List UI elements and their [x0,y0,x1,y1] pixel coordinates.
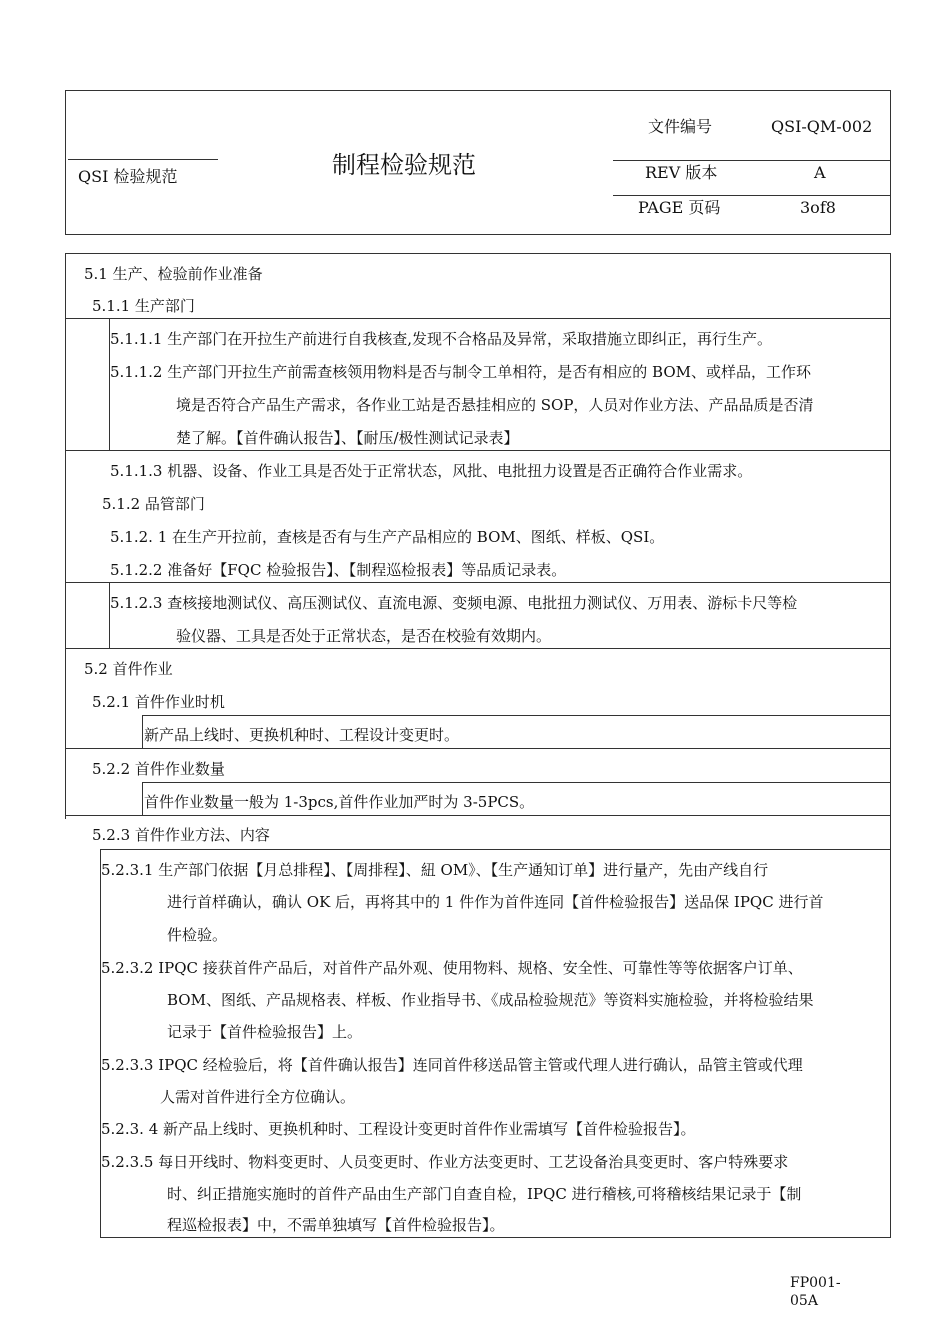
clause-5-2-3-1-line-2: 进行首样确认，确认 OK 后，再将其中的 1 件作为首件连同【首件检验报告】送品保 IPQC 进行首 [167,893,824,911]
clause-5-1-2-3-line-2: 验仪器、工具是否处于正常状态，是否在校验有效期内。 [176,627,552,645]
section-5-2-3-heading: 5.2.3 首件作业方法、内容 [92,826,270,844]
section-5-2-2-heading: 5.2.2 首件作业数量 [92,760,225,778]
doc-number-label: 文件编号 [648,117,713,136]
page-title: 制程检验规范 [332,151,476,179]
clause-5-2-3-3-line-1: 5.2.3.3 IPQC 经检验后，将【首件确认报告】连同首件移送品管主管或代理人进行确认，品管主管或代理 [101,1056,803,1074]
section-5-2-1-text: 新产品上线时、更换机种时、工程设计变更时。 [144,726,460,744]
page-value: 3of8 [800,198,836,217]
clause-5-2-3-5-line-1: 5.2.3.5 每日开线时、物料变更时、人员变更时、作业方法变更时、工艺设备治具变更时、客户特殊要求 [101,1153,789,1171]
clause-5-2-3-2-line-1: 5.2.3.2 IPQC 接获首件产品后，对首件产品外观、使用物料、规格、安全性、可靠性等等依据客户订单、 [101,959,803,977]
clause-5-1-2-3-line-1: 5.1.2.3 查核接地测试仪、高压测试仪、直流电源、变频电源、电批扭力测试仪、万用表、游标卡尺等检 [110,594,798,612]
clause-5-2-3-5-line-3: 程巡检报表】中，不需单独填写【首件检验报告】。 [167,1216,505,1234]
clause-5-2-3-5-line-2: 时、纠正措施实施时的首件产品由生产部门自查自检，IPQC 进行稽核,可将稽核结果记录于【制 [167,1185,802,1203]
clause-5-2-3-4: 5.2.3. 4 新产品上线时、更换机种时、工程设计变更时首件作业需填写【首件检验报告】。 [101,1120,696,1138]
clause-5-1-1-1: 5.1.1.1 生产部门在开拉生产前进行自我核查,发现不合格品及异常，采取措施立即纠正，再行生产。 [110,330,773,348]
header-left-label: QSI 检验规范 [78,167,178,186]
section-5-1-2-heading: 5.1.2 品管部门 [102,495,205,513]
clause-5-1-2-1: 5.1.2. 1 在生产开拉前，查核是否有与生产产品相应的 BOM、图纸、样板、QSI。 [110,528,665,546]
revision-value: A [814,163,826,182]
clause-5-2-3-1-line-3: 件检验。 [167,926,228,944]
revision-label: REV 版本 [645,163,718,182]
clause-5-1-1-2-line-2: 境是否符合产品生产需求，各作业工站是否悬挂相应的 SOP，人员对作业方法、产品品质是否清 [176,396,814,414]
clause-5-1-2-2: 5.1.2.2 准备好【FQC 检验报告】、【制程巡检报表】等品质记录表。 [110,561,567,579]
clause-5-2-3-1-line-1: 5.2.3.1 生产部门依据【月总排程】、【周排程】、紐 OM》、【生产通知订单】进行量产，先由产线自行 [101,861,769,879]
section-5-2-2-text: 首件作业数量一般为 1-3pcs,首件作业加严时为 3-5PCS。 [144,793,535,811]
section-5-1-1-heading: 5.1.1 生产部门 [92,297,195,315]
form-code-line-2: 05A [790,1293,818,1309]
section-5-1-heading: 5.1 生产、检验前作业准备 [84,265,263,283]
doc-number-value: QSI-QM-002 [771,117,873,136]
section-5-2-heading: 5.2 首件作业 [84,660,173,678]
clause-5-1-1-2-line-3: 楚了解。【首件确认报告】、【耐压/极性测试记录表】 [176,429,519,447]
section-5-2-1-heading: 5.2.1 首件作业时机 [92,693,225,711]
clause-5-1-1-3: 5.1.1.3 机器、设备、作业工具是否处于正常状态，风批、电批扭力设置是否正确符合作业需求。 [110,462,753,480]
page-label: PAGE 页码 [638,198,721,217]
clause-5-2-3-3-line-2: 人需对首件进行全方位确认。 [160,1088,356,1106]
form-code-line-1: FP001- [790,1275,841,1291]
clause-5-1-1-2-line-1: 5.1.1.2 生产部门开拉生产前需查核领用物料是否与制令工单相符，是否有相应的 BOM、或样品，工作环 [110,363,811,381]
clause-5-2-3-2-line-3: 记录于【首件检验报告】上。 [167,1023,363,1041]
clause-5-2-3-2-line-2: BOM、图纸、产品规格表、样板、作业指导书、《成品检验规范》等资料实施检验，并将检验结果 [167,991,814,1009]
